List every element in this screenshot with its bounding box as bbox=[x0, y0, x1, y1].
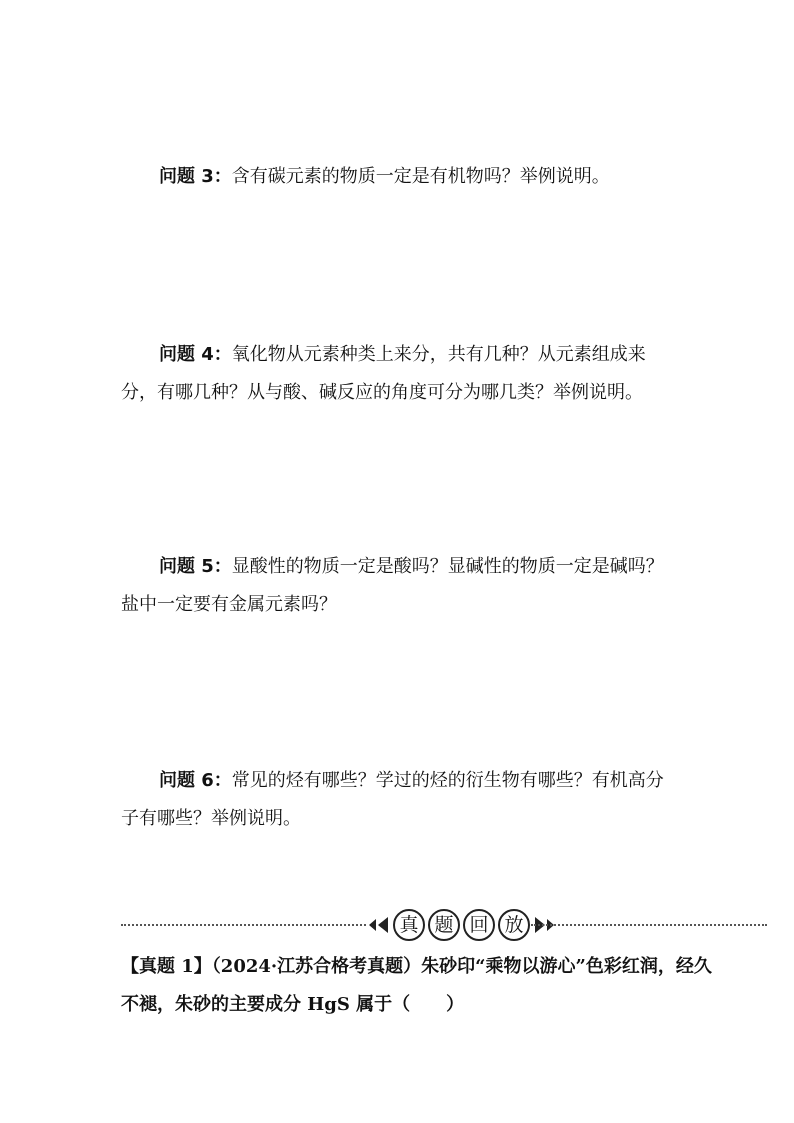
badge-char: 回 bbox=[463, 909, 495, 941]
real-question-label: 【真题 1】 bbox=[121, 956, 212, 977]
question-4 bbox=[121, 336, 681, 412]
question-3 bbox=[121, 158, 681, 196]
question-4-text: 氧化物从元素种类上来分，共有几种？从元素组成来分，有哪几种？从与酸、碱反应的角度可分为哪几类？举例说明。 bbox=[121, 344, 646, 403]
divider-line-right bbox=[531, 924, 767, 926]
question-6-label: 问题 6： bbox=[159, 770, 232, 791]
section-badge bbox=[369, 908, 554, 942]
section-divider bbox=[121, 908, 767, 942]
question-6-text: 常见的烃有哪些？学过的烃的衍生物有哪些？有机高分子有哪些？举例说明。 bbox=[121, 770, 664, 829]
question-3-text: 含有碳元素的物质一定是有机物吗？举例说明。 bbox=[231, 166, 610, 187]
question-4-label: 问题 4： bbox=[159, 344, 232, 365]
badge-char: 放 bbox=[498, 909, 530, 941]
question-5-label: 问题 5： bbox=[159, 556, 232, 577]
arrow-left-icon bbox=[378, 917, 388, 933]
badge-char: 题 bbox=[428, 909, 460, 941]
question-5 bbox=[121, 548, 681, 624]
arrow-left-small-icon bbox=[369, 919, 376, 931]
question-5-text: 显酸性的物质一定是酸吗？显碱性的物质一定是碱吗？盐中一定要有金属元素吗？ bbox=[121, 556, 664, 615]
real-question-source: （2024·江苏合格考真题） bbox=[211, 956, 422, 977]
divider-line-left bbox=[121, 924, 366, 926]
badge-char: 真 bbox=[393, 909, 425, 941]
real-question-text: 朱砂印“乘物以游心”色彩红润，经久不褪，朱砂的主要成分 HgS 属于（ ） bbox=[121, 956, 712, 1015]
question-3-label: 问题 3： bbox=[159, 166, 232, 187]
real-question-1 bbox=[121, 948, 721, 1024]
question-6 bbox=[121, 762, 681, 838]
